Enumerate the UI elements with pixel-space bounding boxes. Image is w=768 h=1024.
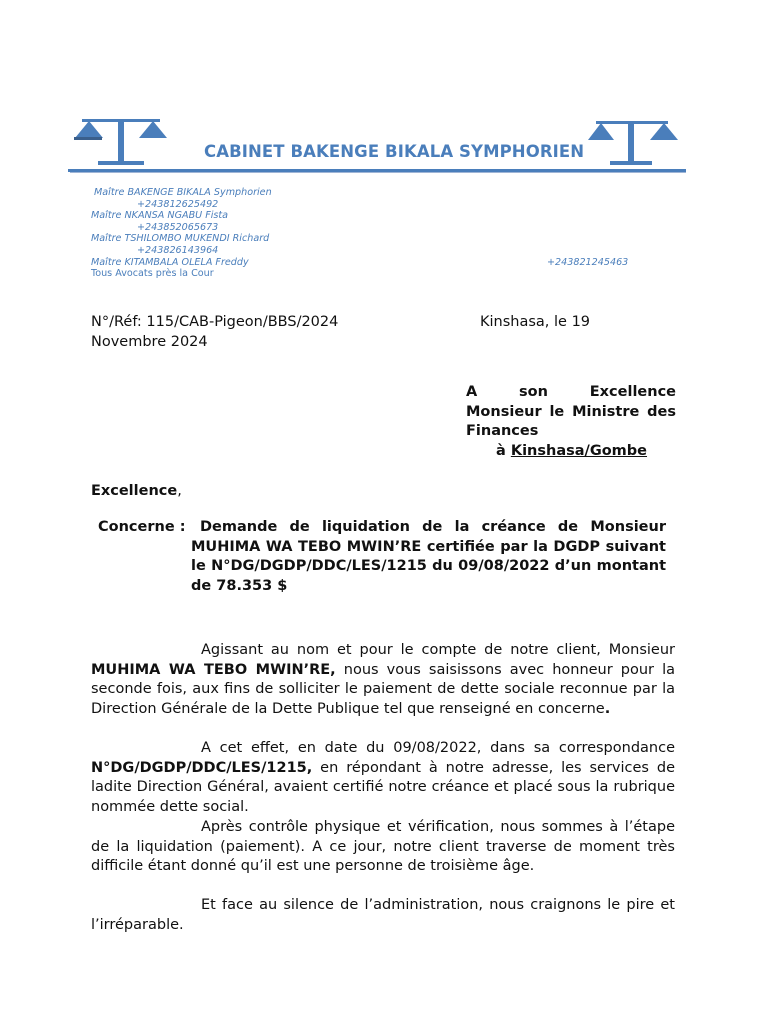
correspondence-ref: N°DG/DGDP/DDC/LES/1215, [91,759,313,776]
letter-date-continued: Novembre 2024 [91,333,208,350]
header-divider-shadow [70,172,686,173]
lawyer-phone: +243812625492 [137,198,219,210]
client-name: MUHIMA WA TEBO MWIN’RE, [91,661,336,678]
lawyers-jurisdiction: Tous Avocats près la Cour [91,268,214,280]
body-paragraph: Et face au silence de l’administration, nous craignons le pire et l’irréparable. [91,897,675,933]
letter-date: Kinshasa, le 19 [480,314,591,330]
addressee-title: A son Excellence Monsieur le Ministre des Finances [466,384,676,440]
cabinet-title: CABINET BAKENGE BIKALA SYMPHORIEN [204,142,585,161]
body-paragraph: A cet effet, en date du 09/08/2022, dans sa correspondance N°DG/DGDP/DDC/LES/1215, en répondant à notre adresse, les services de ladite Direction Général, avaient certifié notre créance et placé sous la rubrique nommée dette social. [91,740,675,815]
scales-icon [586,120,680,168]
subject-block [98,518,666,596]
lawyer-phone: +243821245463 [547,256,629,268]
addressee-city-line: à Kinshasa/Gombe [496,442,648,459]
reference-block [91,313,681,352]
lawyer-phone: +243852065673 [137,221,219,233]
scales-icon [72,118,170,168]
addressee-city: Kinshasa/Gombe [510,442,648,459]
body-paragraph: Après contrôle physique et vérification, nous sommes à l’étape de la liquidation (paiement). A ce jour, notre client traverse de moment très difficile étant donné qu’il est une personne de troisième âge. [91,819,675,875]
lawyer-phone: +243826143964 [137,244,219,256]
subject-label: Concerne : [98,519,186,535]
body-paragraph: Agissant au nom et pour le compte de notre client, Monsieur MUHIMA WA TEBO MWIN’RE, nous vous saisissons avec honneur pour la seconde fois, aux fins de solliciter le paiement de dette sociale reconnue par la Direction Générale de la Dette Publique tel que renseigné en concerne. [91,642,675,717]
subject-text: Demande de liquidation de la créance de Monsieur MUHIMA WA TEBO MWIN’RE certifiée par la DGDP suivant le N°DG/DGDP/DDC/LES/1215 du 09/08/2022 d’un montant de 78.353 $ [191,519,666,594]
addressee-block [466,383,676,461]
lawyer-name: Maître KITAMBALA OLELA Freddy [91,256,249,268]
lawyer-name: Maître TSHILOMBO MUKENDI Richard [91,233,270,245]
lawyer-name: Maître BAKENGE BIKALA Symphorien [94,187,272,198]
lawyer-name: Maître NKANSA NGABU Fista [91,210,229,222]
salutation: Excellence, [91,483,182,499]
reference-number: N°/Réf: 115/CAB-Pigeon/BBS/2024 [91,314,339,330]
lawyers-list [91,187,691,280]
